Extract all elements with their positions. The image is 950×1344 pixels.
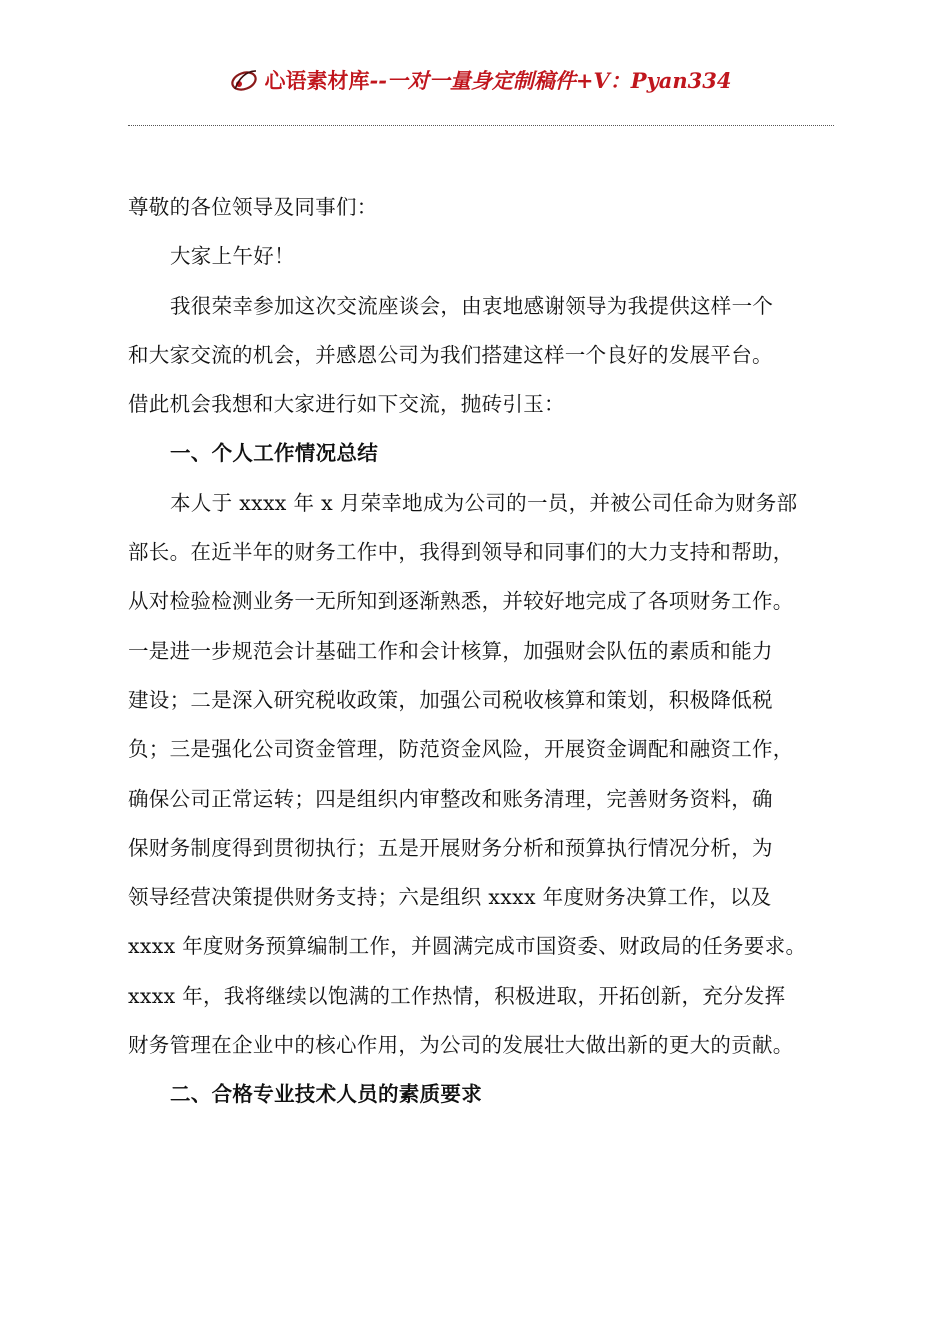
header-slogan: --一对一量身定制稿件+V：Pyan334 bbox=[369, 68, 732, 93]
paragraph-line: 建设；二是深入研究税收政策，加强公司税收核算和策划，积极降低税 bbox=[128, 687, 773, 712]
paragraph-line: 本人于 xxxx 年 x 月荣幸地成为公司的一员，并被公司任命为财务部 bbox=[170, 490, 798, 515]
document-body bbox=[128, 183, 834, 1120]
paragraph-line: 借此机会我想和大家进行如下交流，抛砖引玉： bbox=[128, 392, 565, 417]
paragraph-line: 和大家交流的机会，并感恩公司为我们搭建这样一个良好的发展平台。 bbox=[128, 342, 773, 367]
salutation: 尊敬的各位领导及同事们： bbox=[128, 195, 378, 219]
paragraph-line: 一是进一步规范会计基础工作和会计核算，加强财会队伍的素质和能力 bbox=[128, 638, 773, 663]
paragraph-line: 保财务制度得到贯彻执行；五是开展财务分析和预算执行情况分析，为 bbox=[128, 835, 773, 860]
header-content bbox=[230, 58, 731, 102]
paragraph-line: xxxx 年度财务预算编制工作，并圆满完成市国资委、财政局的任务要求。 bbox=[128, 934, 807, 959]
page-header bbox=[128, 58, 834, 102]
paragraph-line: 确保公司正常运转；四是组织内审整改和账务清理，完善财务资料，确 bbox=[128, 786, 773, 811]
header-divider bbox=[128, 125, 834, 126]
brand-logo-icon bbox=[230, 65, 260, 95]
paragraph-line: 领导经营决策提供财务支持；六是组织 xxxx 年度财务决算工作，以及 bbox=[128, 885, 772, 910]
paragraph-line: 从对检验检测业务一无所知到逐渐熟悉，并较好地完成了各项财务工作。 bbox=[128, 589, 794, 614]
paragraph-line: 负；三是强化公司资金管理，防范资金风险，开展资金调配和融资工作， bbox=[128, 737, 794, 762]
section-heading-1: 一、个人工作情况总结 bbox=[170, 441, 378, 466]
paragraph-line: 部长。在近半年的财务工作中，我得到领导和同事们的大力支持和帮助， bbox=[128, 540, 794, 565]
paragraph-line: xxxx 年，我将继续以饱满的工作热情，积极进取，开拓创新，充分发挥 bbox=[128, 983, 786, 1008]
section-heading-2: 二、合格专业技术人员的素质要求 bbox=[170, 1082, 482, 1107]
brand-name: 心语素材库 bbox=[264, 69, 370, 93]
greeting: 大家上午好！ bbox=[170, 244, 295, 269]
paragraph-line: 我很荣幸参加这次交流座谈会，由衷地感谢领导为我提供这样一个 bbox=[170, 293, 774, 318]
paragraph-line: 财务管理在企业中的核心作用，为公司的发展壮大做出新的更大的贡献。 bbox=[128, 1033, 794, 1058]
